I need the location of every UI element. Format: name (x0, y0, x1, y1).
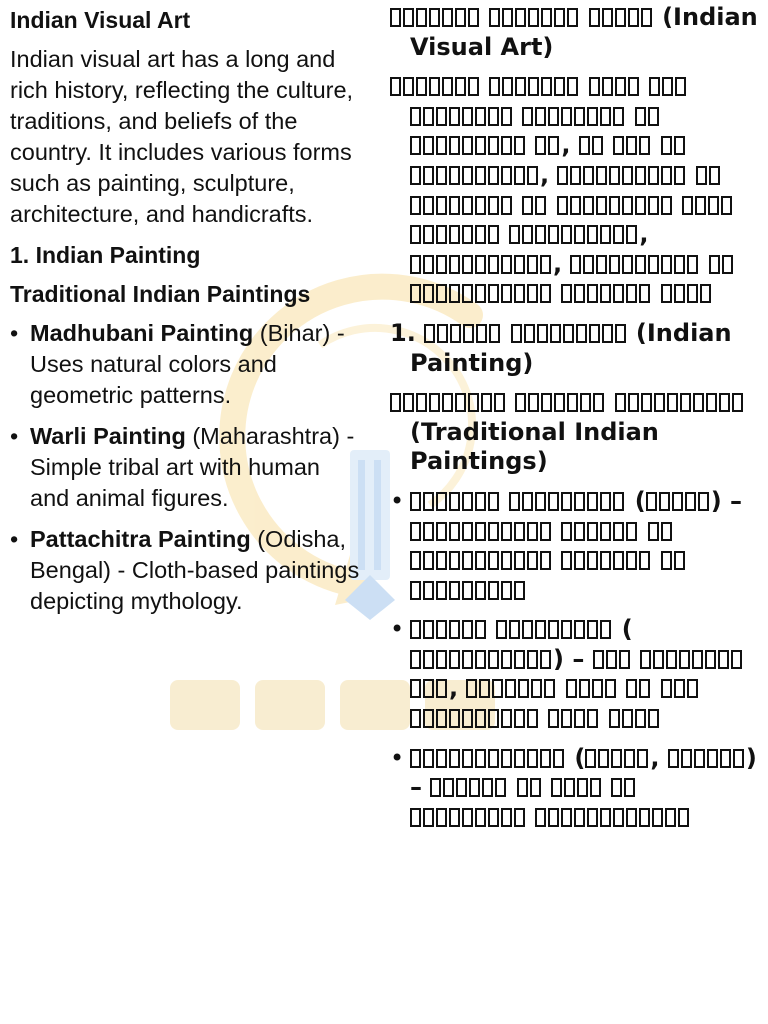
unreadable-glyphs (593, 650, 632, 669)
unreadable-glyphs (668, 749, 746, 768)
item-detail: (Bihar) - Uses natural colors and geometric patterns. (30, 320, 345, 408)
unreadable-glyphs (410, 225, 501, 244)
list-item (10, 421, 365, 514)
close-paren: ) (710, 486, 722, 515)
unreadable-glyphs (551, 778, 603, 797)
unreadable-glyphs (561, 284, 652, 303)
dash: – (410, 773, 422, 802)
unreadable-glyphs (410, 679, 449, 698)
unreadable-glyphs (489, 77, 580, 96)
unreadable-glyphs (515, 393, 606, 412)
unreadable-glyphs (410, 620, 488, 639)
comma: , (561, 131, 571, 160)
unreadable-glyphs (635, 107, 661, 126)
unreadable-glyphs (509, 225, 639, 244)
bullet: • (390, 615, 405, 644)
comma: , (650, 743, 660, 772)
open-paren: ( (621, 615, 633, 644)
unreadable-glyphs (410, 581, 527, 600)
bullet: • (10, 423, 19, 449)
hindi-title-parenthetical: (Indian Visual Art) (410, 3, 758, 61)
list-item (10, 524, 365, 617)
unreadable-glyphs (548, 709, 600, 728)
unreadable-glyphs (535, 136, 561, 155)
unreadable-glyphs (511, 324, 628, 343)
unreadable-glyphs (589, 77, 641, 96)
item-name: Pattachitra Painting (30, 526, 251, 552)
unreadable-glyphs (615, 393, 745, 412)
unreadable-glyphs (661, 136, 687, 155)
english-subsection-heading: Traditional Indian Paintings (10, 281, 311, 307)
unreadable-glyphs (410, 522, 553, 541)
unreadable-glyphs (661, 551, 687, 570)
unreadable-glyphs (410, 255, 553, 274)
unreadable-glyphs (709, 255, 735, 274)
close-paren: ) (745, 743, 757, 772)
unreadable-glyphs (410, 749, 566, 768)
unreadable-glyphs (579, 136, 605, 155)
unreadable-glyphs (390, 8, 481, 27)
unreadable-glyphs (410, 492, 501, 511)
unreadable-glyphs (410, 136, 527, 155)
open-paren: ( (634, 486, 646, 515)
english-intro: Indian visual art has a long and rich history, reflecting the culture, traditions, and beliefs of the country. It includes various forms such as painting, sculpture, architecture, and handicrafts. (10, 46, 354, 227)
unreadable-glyphs (390, 393, 507, 412)
hindi-subsection-heading (390, 388, 762, 477)
unreadable-glyphs (585, 749, 650, 768)
english-section-heading: 1. Indian Painting (10, 242, 201, 268)
unreadable-glyphs (557, 196, 674, 215)
item-name: Warli Painting (30, 423, 186, 449)
unreadable-glyphs (609, 709, 661, 728)
dash: – (572, 644, 585, 673)
unreadable-glyphs (570, 255, 700, 274)
unreadable-glyphs (646, 492, 711, 511)
unreadable-glyphs (410, 808, 527, 827)
unreadable-glyphs (561, 551, 652, 570)
hindi-intro (390, 72, 762, 309)
unreadable-glyphs (557, 166, 687, 185)
unreadable-glyphs (640, 650, 744, 669)
comma: , (540, 160, 550, 189)
unreadable-glyphs (410, 196, 514, 215)
bullet: • (390, 743, 405, 772)
unreadable-glyphs (410, 166, 540, 185)
unreadable-glyphs (509, 492, 626, 511)
unreadable-glyphs (410, 284, 553, 303)
unreadable-glyphs (410, 551, 553, 570)
close-paren: ) (553, 644, 564, 673)
list-item (10, 318, 365, 411)
unreadable-glyphs (517, 778, 543, 797)
unreadable-glyphs (682, 196, 734, 215)
english-column (10, 5, 365, 627)
unreadable-glyphs (390, 77, 481, 96)
unreadable-glyphs (430, 778, 508, 797)
item-detail: (Maharashtra) - Simple tribal art with human and animal figures. (30, 423, 355, 511)
unreadable-glyphs (424, 324, 502, 343)
comma: , (639, 220, 649, 249)
unreadable-glyphs (489, 8, 580, 27)
unreadable-glyphs (522, 196, 548, 215)
unreadable-glyphs (566, 679, 618, 698)
hindi-title (390, 3, 762, 62)
unreadable-glyphs (466, 679, 557, 698)
dash: – (730, 486, 743, 515)
unreadable-glyphs (626, 679, 652, 698)
english-painting-list (10, 318, 365, 617)
unreadable-glyphs (696, 166, 722, 185)
comma: , (553, 249, 563, 278)
unreadable-glyphs (496, 620, 613, 639)
list-item (390, 744, 762, 833)
list-item (390, 615, 762, 733)
unreadable-glyphs (611, 778, 637, 797)
hindi-column (390, 3, 762, 842)
item-name: Madhubani Painting (30, 320, 254, 346)
unreadable-glyphs (410, 709, 540, 728)
bullet: • (390, 486, 405, 515)
unreadable-glyphs (648, 522, 674, 541)
unreadable-glyphs (661, 284, 713, 303)
unreadable-glyphs (410, 107, 514, 126)
english-title: Indian Visual Art (10, 7, 191, 33)
hindi-section-heading (390, 319, 762, 378)
unreadable-glyphs (589, 8, 654, 27)
unreadable-glyphs (561, 522, 639, 541)
unreadable-glyphs (410, 650, 553, 669)
bullet: • (10, 526, 19, 552)
unreadable-glyphs (661, 679, 700, 698)
hindi-section-parenthetical: (Indian Painting) (410, 318, 732, 377)
unreadable-glyphs (613, 136, 652, 155)
item-detail: (Odisha, Bengal) - Cloth-based paintings depicting mythology. (30, 526, 360, 614)
unreadable-glyphs (522, 107, 626, 126)
hindi-section-number: 1. (390, 318, 416, 347)
comma: , (449, 674, 459, 703)
hindi-subsection-parenthetical: (Traditional Indian Paintings) (410, 417, 659, 476)
list-item (390, 487, 762, 605)
unreadable-glyphs (649, 77, 688, 96)
bullet: • (10, 320, 19, 346)
hindi-painting-list (390, 487, 762, 833)
unreadable-glyphs (535, 808, 691, 827)
open-paren: ( (574, 743, 586, 772)
